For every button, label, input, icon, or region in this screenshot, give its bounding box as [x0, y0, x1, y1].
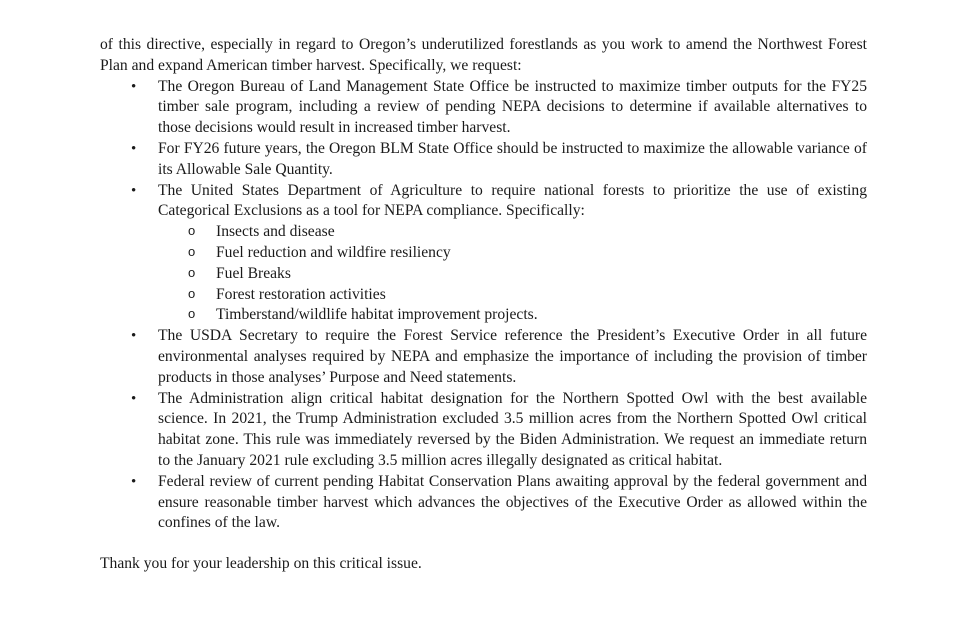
sub-item — [188, 285, 867, 306]
circle-bullet-icon: o — [188, 306, 196, 322]
request-text: The USDA Secretary to require the Forest Service reference the President’s Executive Order in all future environmental analyses required by NEPA and emphasize the importance of including the provision of timber products in those analyses’ Purpose and Need statements. — [158, 327, 867, 386]
circle-bullet-icon: o — [188, 223, 196, 239]
sub-item — [188, 264, 867, 285]
request-item-5 — [131, 389, 867, 472]
request-item-3 — [131, 181, 867, 327]
request-text: The Oregon Bureau of Land Management State Office be instructed to maximize timber outputs for the FY25 timber sale program, including a review of pending NEPA decisions to determine if available alternatives to those decisions would result in increased timber harvest. — [158, 77, 867, 137]
bullet-icon: • — [131, 78, 137, 95]
bullet-icon: • — [131, 140, 137, 157]
request-text: Federal review of current pending Habitat Conservation Plans awaiting approval by the federal government and ensure reasonable timber harvest which advances the objectives of the Executive Order as allowed within the confines of the law. — [158, 472, 867, 532]
categorical-exclusion-list — [158, 222, 867, 326]
circle-bullet-icon: o — [188, 285, 196, 301]
sub-item — [188, 222, 867, 243]
bullet-icon: • — [131, 328, 137, 345]
sub-item — [188, 243, 867, 264]
bullet-icon: • — [131, 473, 137, 490]
intro-paragraph: of this directive, especially in regard to Oregon’s underutilized forestlands as you work to amend the Northwest Forest Plan and expand American timber harvest. Specifically, we request: — [100, 36, 867, 74]
closing-paragraph: Thank you for your leadership on this critical issue. — [100, 555, 422, 573]
sub-item — [188, 305, 867, 326]
request-item-6 — [131, 472, 867, 534]
sub-item-text: Forest restoration activities — [216, 285, 386, 303]
request-item-2 — [131, 139, 867, 181]
request-list — [100, 77, 867, 535]
sub-item-text: Timberstand/wildlife habitat improvement projects. — [216, 306, 538, 324]
circle-bullet-icon: o — [188, 264, 196, 280]
sub-item-text: Insects and disease — [216, 223, 335, 241]
letter-page — [100, 35, 867, 575]
bullet-icon: • — [131, 182, 137, 199]
bullet-icon: • — [131, 390, 137, 407]
request-item-4 — [131, 326, 867, 388]
request-item-1 — [131, 77, 867, 139]
sub-item-text: Fuel reduction and wildfire resiliency — [216, 243, 451, 261]
circle-bullet-icon: o — [188, 243, 196, 259]
sub-item-text: Fuel Breaks — [216, 264, 291, 282]
request-text: The Administration align critical habitat designation for the Northern Spotted Owl with the best available science. In 2021, the Trump Administration excluded 3.5 million acres from the Northern Spotted Owl critical habitat zone. This rule was immediately reversed by the Biden Administration. We request an immediate return to the January 2021 rule excluding 3.5 million acres illegally designated as critical habitat. — [158, 389, 867, 469]
request-text: For FY26 future years, the Oregon BLM State Office should be instructed to maximize the allowable variance of its Allowable Sale Quantity. — [158, 139, 867, 178]
request-text: The United States Department of Agriculture to require national forests to prioritize the use of existing Categorical Exclusions as a tool for NEPA compliance. Specifically: — [158, 181, 867, 220]
